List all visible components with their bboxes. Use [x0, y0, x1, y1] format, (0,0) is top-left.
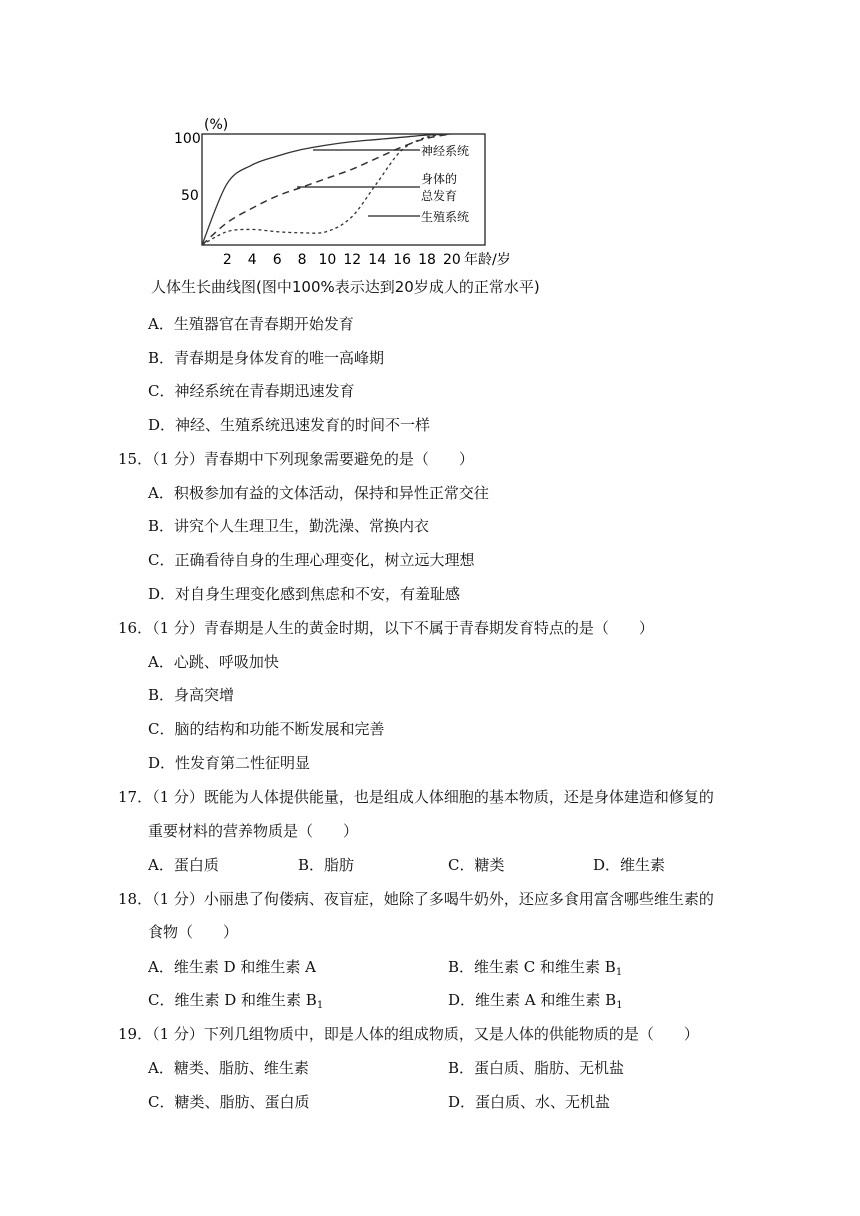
y-tick-50: 50: [181, 188, 199, 204]
q18-option-d: [448, 990, 623, 1016]
q18-stem-line2: 食物（ ）: [148, 923, 239, 941]
label-nervous: 神经系统: [421, 144, 470, 158]
q14-option-b: B．青春期是身体发育的唯一高峰期: [148, 349, 385, 367]
curve-body-development: [202, 134, 451, 245]
q15-option-a: A．积极参加有益的文体活动，保持和异性正常交往: [148, 484, 489, 502]
q18-option-a: A．维生素 D 和维生素 A: [148, 958, 316, 976]
q17-option-d: D．维生素: [593, 856, 666, 874]
q18-option-b-subscript: 1: [615, 967, 623, 978]
q17-option-c: C．糖类: [448, 856, 505, 874]
q18-option-b-text: B．维生素 C 和维生素 B: [448, 958, 616, 976]
x-tick-2: 2: [222, 252, 232, 268]
q16-option-a: A．心跳、呼吸加快: [148, 653, 279, 671]
q16-option-c: C．脑的结构和功能不断发展和完善: [148, 720, 385, 738]
q18-stem-line1: 18．（1 分）小丽患了佝偻病、夜盲症，她除了多喝牛奶外，还应多食用富含哪些维生素的: [118, 890, 714, 908]
x-axis-label: 年龄/岁: [464, 252, 511, 268]
q16-option-b: B．身高突增: [148, 686, 235, 704]
q17-stem-line1: 17．（1 分）既能为人体提供能量，也是组成人体细胞的基本物质，还是身体建造和修复的: [118, 788, 714, 806]
x-tick-6: 6: [272, 252, 282, 268]
q15-option-c: C．正确看待自身的生理心理变化，树立远大理想: [148, 551, 475, 569]
q19-option-a: A．糖类、脂肪、维生素: [148, 1059, 309, 1077]
q18-option-c-subscript: 1: [316, 1000, 324, 1011]
q18-option-d-text: D．维生素 A 和维生素 B: [448, 991, 617, 1009]
x-tick-8: 8: [297, 252, 307, 268]
q14-option-c: C．神经系统在青春期迅速发育: [148, 382, 355, 400]
y-tick-100: 100: [174, 131, 201, 147]
curve-reproductive-system: [202, 134, 451, 245]
label-body-2: 总发育: [421, 189, 458, 203]
x-tick-10: 10: [318, 252, 337, 268]
x-tick-18: 18: [418, 252, 436, 268]
x-tick-20: 20: [443, 252, 461, 268]
q15-option-b: B．讲究个人生理卫生，勤洗澡、常换内衣: [148, 517, 430, 535]
q18-option-b: [448, 957, 622, 983]
growth-curve-chart: [150, 112, 590, 282]
q18-option-c-text: C．维生素 D 和维生素 B: [148, 991, 317, 1009]
q18-option-d-subscript: 1: [616, 1000, 623, 1011]
curve-nervous-system: [202, 134, 451, 245]
x-tick-labels: [223, 252, 461, 268]
q19-option-b: B．蛋白质、脂肪、无机盐: [448, 1059, 625, 1077]
curves: [202, 134, 451, 245]
x-tick-4: 4: [247, 252, 257, 268]
x-tick-12: 12: [343, 252, 362, 268]
figure-caption: 人体生长曲线图(图中100%表示达到20岁成人的正常水平): [151, 278, 540, 296]
q19-option-d: D．蛋白质、水、无机盐: [448, 1093, 611, 1111]
q19-option-c: C．糖类、脂肪、蛋白质: [148, 1093, 310, 1111]
q15-stem: 15．（1 分）青春期中下列现象需要避免的是（ ）: [118, 450, 474, 468]
y-unit-label: (%): [204, 117, 229, 133]
label-body-1: 身体的: [421, 172, 458, 186]
q15-option-d: D．对自身生理变化感到焦虑和不安，有羞耻感: [148, 585, 461, 603]
q17-option-b: B．脂肪: [298, 856, 355, 874]
q19-stem: 19．（1 分）下列几组物质中，即是人体的组成物质，又是人体的供能物质的是（ ）: [118, 1025, 699, 1043]
x-tick-16: 16: [393, 252, 412, 268]
q16-stem: 16．（1 分）青春期是人生的黄金时期，以下不属于青春期发育特点的是（ ）: [118, 619, 654, 637]
q16-option-d: D．性发育第二性征明显: [148, 754, 311, 772]
growth-curve-figure: [150, 112, 590, 302]
q14-option-a: A．生殖器官在青春期开始发育: [148, 315, 354, 333]
q18-option-c: [148, 990, 323, 1016]
x-tick-14: 14: [368, 252, 387, 268]
label-reproductive: 生殖系统: [421, 210, 470, 224]
q14-option-d: D．神经、生殖系统迅速发育的时间不一样: [148, 416, 431, 434]
q17-stem-line2: 重要材料的营养物质是（ ）: [148, 822, 359, 840]
q17-option-a: A．蛋白质: [148, 856, 219, 874]
